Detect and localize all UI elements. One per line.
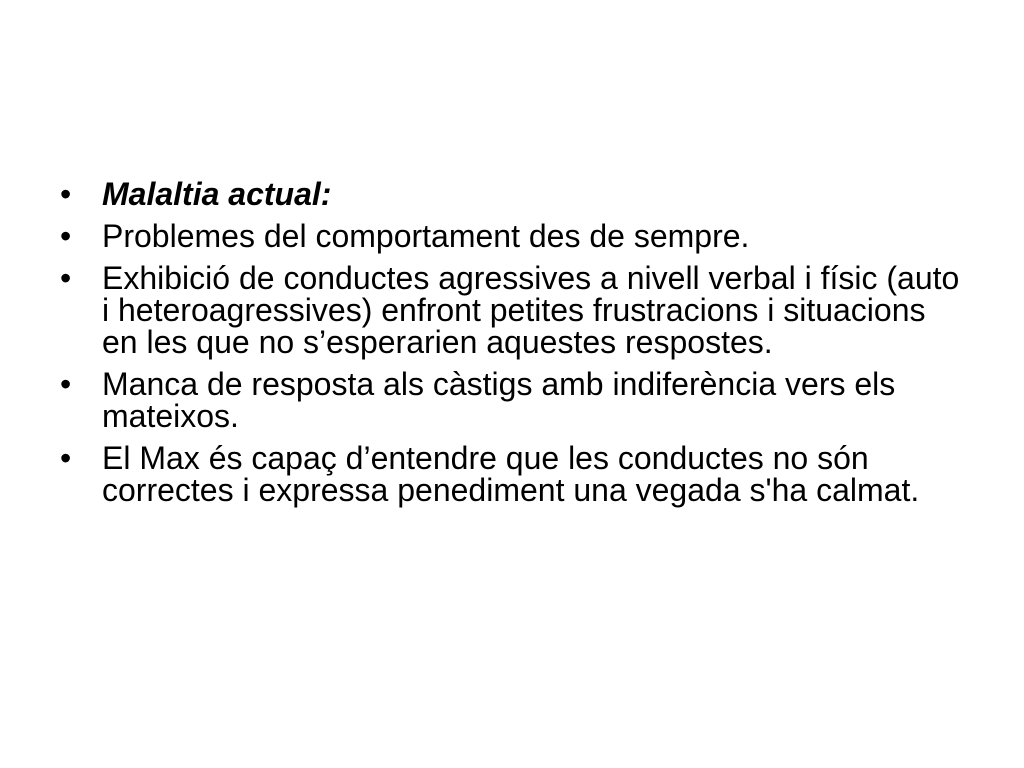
bullet-text: Exhibició de conductes agressives a nivell verbal i físic (auto i heteroagressives) enfront petites frustracions i situacions en les que no s’esperarien aquestes respostes. bbox=[102, 260, 960, 360]
bullet-item-problemes bbox=[60, 220, 960, 252]
bullet-icon: • bbox=[60, 440, 72, 476]
bullet-icon: • bbox=[60, 260, 72, 296]
bullet-icon: • bbox=[60, 218, 72, 254]
bullet-item-malaltia-actual bbox=[60, 178, 960, 210]
bullet-icon: • bbox=[60, 176, 72, 212]
bullet-list bbox=[60, 178, 960, 516]
bullet-item-exhibicio bbox=[60, 262, 960, 358]
bullet-text: Problemes del comportament des de sempre. bbox=[102, 218, 750, 254]
bullet-text: Manca de resposta als càstigs amb indiferència vers els mateixos. bbox=[102, 366, 896, 434]
bullet-item-max bbox=[60, 442, 960, 506]
bullet-text: El Max és capaç d’entendre que les conductes no són correctes i expressa penediment una vegada s'ha calmat. bbox=[102, 440, 920, 508]
bullet-item-manca bbox=[60, 368, 960, 432]
section-heading: Malaltia actual: bbox=[102, 176, 332, 212]
bullet-icon: • bbox=[60, 366, 72, 402]
